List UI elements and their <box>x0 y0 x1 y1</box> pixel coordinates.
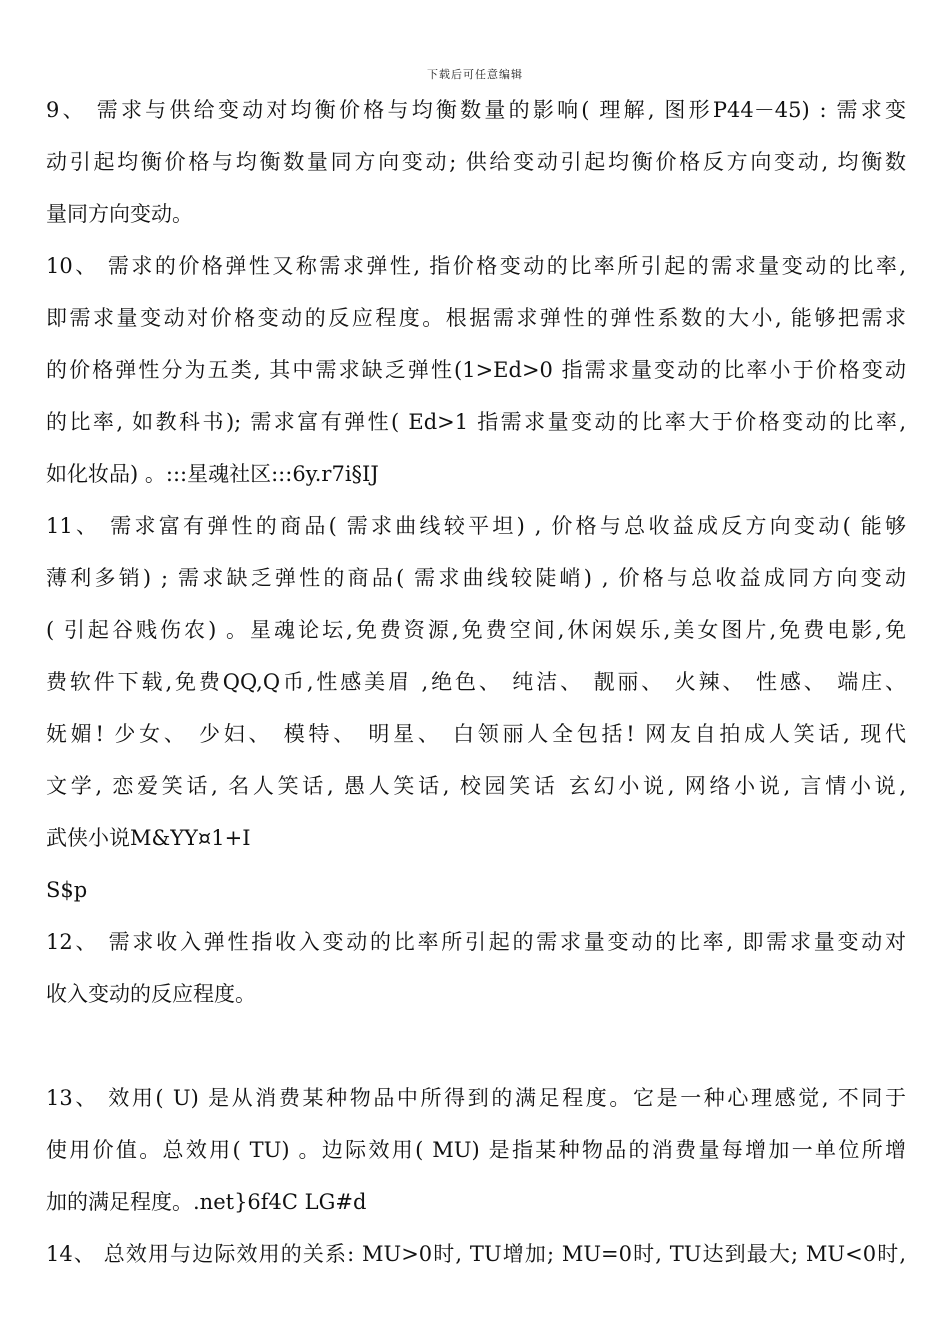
text-line: 文学, 恋爱笑话, 名人笑话, 愚人笑话, 校园笑话 玄幻小说, 网络小说, 言情小说, <box>46 774 906 798</box>
text-line: 14、 总效用与边际效用的关系: MU>0时, TU增加; MU=0时, TU达到最大; MU<0时, <box>46 1242 906 1266</box>
text-line: 量同方向变动。 <box>46 202 193 226</box>
document-body <box>46 84 906 1280</box>
text-line: 10、 需求的价格弹性又称需求弹性, 指价格变动的比率所引起的需求量变动的比率, <box>46 254 906 278</box>
text-line: 13、 效用( U) 是从消费某种物品中所得到的满足程度。它是一种心理感觉, 不同于 <box>46 1086 906 1110</box>
text-line: 12、 需求收入弹性指收入变动的比率所引起的需求量变动的比率, 即需求量变动对 <box>46 930 906 954</box>
text-line: 即需求量变动对价格变动的反应程度。根据需求弹性的弹性系数的大小, 能够把需求 <box>46 306 906 330</box>
text-line: S$p <box>46 878 88 902</box>
page-header-note: 下载后可任意编辑 <box>427 68 523 81</box>
text-line: 加的满足程度。.net}6f4C LG#d <box>46 1190 367 1214</box>
text-line: 的比率, 如教科书); 需求富有弹性( Ed>1 指需求量变动的比率大于价格变动的比率, <box>46 410 906 434</box>
text-line: 费软件下载,免费QQ,Q币,性感美眉 ,绝色、 纯洁、 靓丽、 火辣、 性感、 端庄、 <box>46 670 906 694</box>
blank-line <box>46 1020 906 1072</box>
text-line: 使用价值。总效用( TU) 。边际效用( MU) 是指某种物品的消费量每增加一单位所增 <box>46 1138 906 1162</box>
text-line: 9、 需求与供给变动对均衡价格与均衡数量的影响( 理解, 图形P44－45) : 需求变 <box>46 98 906 122</box>
text-line: ( 引起谷贱伤农) 。星魂论坛,免费资源,免费空间,休闲娱乐,美女图片,免费电影,免 <box>46 618 906 642</box>
text-line: 武侠小说M&YY¤1+I <box>46 826 251 850</box>
text-line: 动引起均衡价格与均衡数量同方向变动; 供给变动引起均衡价格反方向变动, 均衡数 <box>46 150 906 174</box>
text-line: 如化妆品) 。:::星魂社区:::6y.r7i§IJ <box>46 462 379 486</box>
text-line: 薄利多销) ; 需求缺乏弹性的商品( 需求曲线较陡峭) , 价格与总收益成同方向变动 <box>46 566 906 590</box>
text-line: 收入变动的反应程度。 <box>46 982 256 1006</box>
text-line: 11、 需求富有弹性的商品( 需求曲线较平坦) , 价格与总收益成反方向变动( 能够 <box>46 514 906 538</box>
text-line: 的价格弹性分为五类, 其中需求缺乏弹性(1>Ed>0 指需求量变动的比率小于价格变动 <box>46 358 906 382</box>
text-line: 妩媚! 少女、 少妇、 模特、 明星、 白领丽人全包括! 网友自拍成人笑话, 现代 <box>46 722 906 746</box>
